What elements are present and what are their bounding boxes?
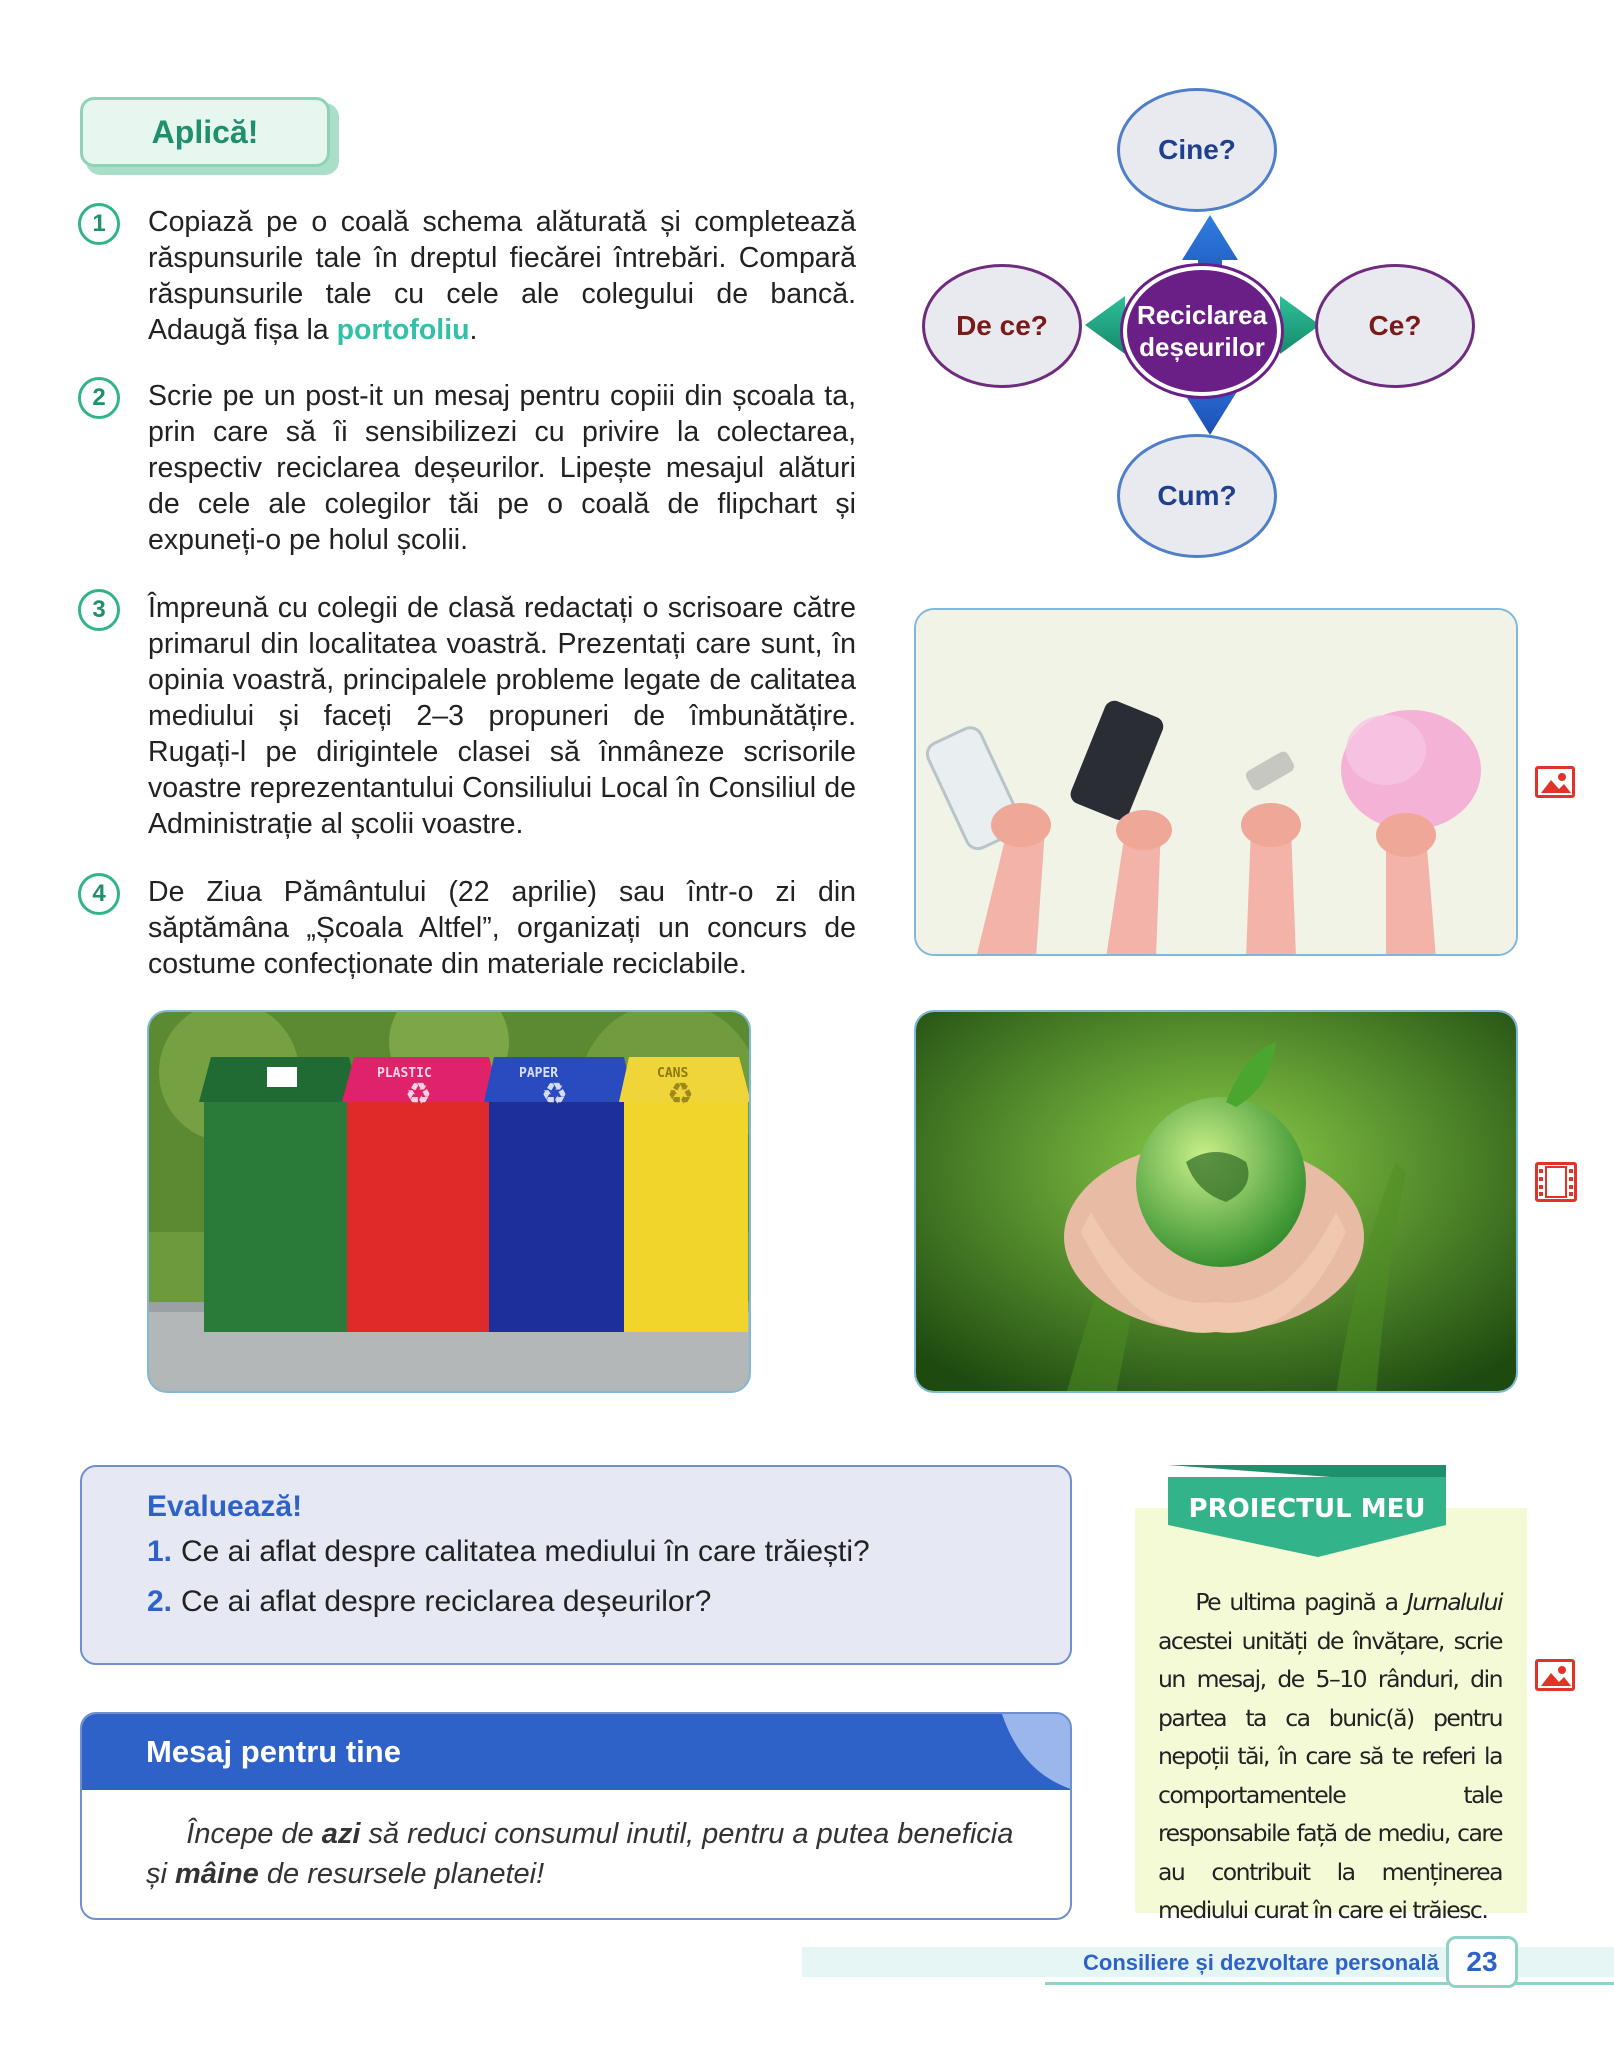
mesaj-part-3: de resursele planetei! [258, 1858, 545, 1890]
proiect-banner [1168, 1465, 1446, 1560]
portofoliu-link: portofoliu [336, 314, 470, 346]
evalueaza-title: Evaluează! [147, 1490, 303, 1523]
diagram-node-left: De ce? [922, 264, 1082, 388]
center-line-2: deșeurilor [1139, 332, 1265, 362]
bin-label-paper: PAPER [519, 1066, 559, 1081]
footer-line [1045, 1982, 1614, 1985]
evalueaza-num-2: 2. [147, 1585, 173, 1618]
bin-label-plastic: PLASTIC [377, 1066, 432, 1081]
page-number: 23 [1446, 1936, 1518, 1988]
task-number-2: 2 [78, 377, 120, 419]
mesaj-box [80, 1712, 1072, 1920]
film-icon[interactable] [1535, 1162, 1577, 1202]
svg-text:♻: ♻ [405, 1077, 432, 1112]
bin-green [199, 1057, 361, 1332]
bin-label-cans: CANS [657, 1066, 689, 1081]
footer-subject: Consiliere și dezvoltare personală [1083, 1950, 1439, 1975]
evalueaza-text-2: Ce ai aflat despre reciclarea deșeurilor? [181, 1585, 712, 1618]
svg-text:♻: ♻ [667, 1077, 694, 1112]
evalueaza-num-1: 1. [147, 1535, 173, 1568]
task-3-text: Împreună cu colegii de clasă redactați o scrisoare către primarul din localitatea voastră. Prezentați care sunt, în opinia voastră, principalele probleme legate de calitatea mediului și faceți 2–3 propuneri de îmbunătățire. Rugați-l pe dirigintele clasei să înmâneze scrisorile voastre reprezentantului Consiliului Local în Consiliul de Administrație al școlii voastre. [148, 592, 856, 840]
proiect-italic: Jurnalului [1406, 1588, 1502, 1616]
task-1-body: Copiază pe o coală schema alăturată și completează răspunsurile tale în dreptul fiecărei întrebări. Compară răspunsurile tale cu cele ale colegului de bancă. Adaugă fișa la [148, 206, 856, 346]
film-icon-glyph [1538, 1165, 1574, 1199]
mesaj-corner-curl [982, 1714, 1072, 1790]
mesaj-part-1: Începe de [186, 1818, 322, 1850]
image-icon[interactable] [1535, 766, 1575, 798]
mesaj-bold-maine: mâine [175, 1858, 259, 1890]
mesaj-title: Mesaj pentru tine [146, 1734, 401, 1769]
proiect-title: PROIECTUL MEU [1188, 1494, 1426, 1524]
center-line-1: Reciclarea [1136, 300, 1268, 330]
proiect-text-1: Pe ultima pagină a [1195, 1588, 1407, 1616]
globe-illustration [916, 1012, 1518, 1393]
diagram-node-right: Ce? [1315, 264, 1475, 388]
diagram-node-bottom: Cum? [1117, 434, 1277, 558]
task-1-end: . [469, 314, 478, 346]
image-icon-glyph [1538, 769, 1572, 795]
svg-text:♻: ♻ [541, 1077, 568, 1112]
diagram-center-node [1123, 266, 1281, 396]
task-number-4: 4 [78, 873, 120, 915]
proiect-text-2: acestei unități de învățare, scrie un mesaj, de 5–10 rânduri, din partea ta ca bunic(ă) pentru nepoții tăi, în care să te referi la comportamentele tale responsabile față de mediu, care au contribuit la menținerea mediului curat în care ei trăiesc. [1158, 1626, 1502, 1924]
mesaj-text [146, 1814, 1026, 1894]
task-1-text [148, 204, 856, 348]
task-number-3: 3 [78, 589, 120, 631]
photo-hands-recyclables [914, 608, 1518, 956]
image-icon-glyph [1538, 1662, 1572, 1688]
evalueaza-text-1: Ce ai aflat despre calitatea mediului în care trăiești? [181, 1535, 870, 1568]
aplica-header [80, 97, 330, 167]
photo-globe-in-hands [914, 1010, 1518, 1393]
task-4-text: De Ziua Pământului (22 aprilie) sau într-o zi din săptămâna „Școala Altfel”, organizați un concurs de costume confecționate din materiale reciclabile. [148, 876, 856, 980]
image-icon[interactable] [1535, 1659, 1575, 1691]
task-2-text: Scrie pe un post-it un mesaj pentru copiii din școala ta, prin care să îi sensibilizezi cu privire la colectarea, respectiv reciclarea deșeurilor. Lipește mesajul alături de cele ale colegilor tăi pe o coală de flipchart și expuneți-o pe holul școlii. [148, 380, 856, 556]
task-number-1: 1 [78, 203, 120, 245]
diagram-node-top: Cine? [1117, 88, 1277, 212]
hands-illustration [916, 610, 1518, 956]
evalueaza-item-1 [147, 1535, 870, 1569]
bins-illustration [149, 1012, 751, 1393]
mesaj-part-2: să reduci consumul inutil, pentru a putea beneficia și [146, 1818, 1014, 1890]
mesaj-bold-azi: azi [321, 1818, 361, 1850]
proiect-text [1158, 1583, 1502, 1930]
aplica-title: Aplică! [151, 113, 259, 150]
photo-recycling-bins [147, 1010, 751, 1393]
evalueaza-item-2 [147, 1585, 711, 1619]
